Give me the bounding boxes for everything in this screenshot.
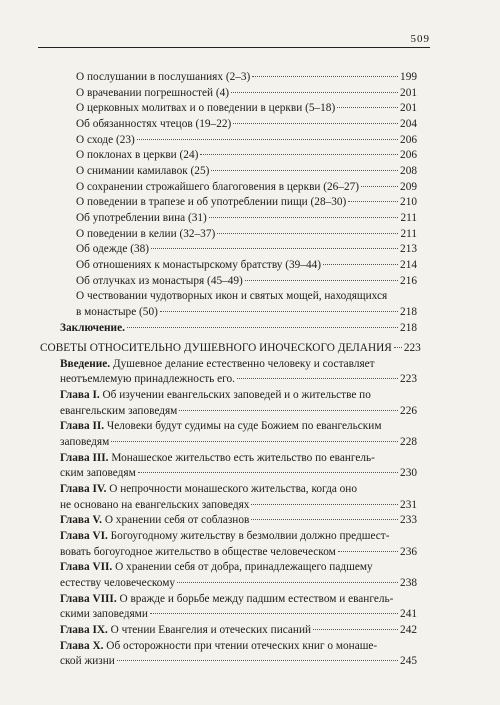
toc-entry-intro: [40, 357, 417, 388]
toc-entry-label: Глава IV.: [60, 483, 107, 496]
section-title-text: СОВЕТЫ ОТНОСИТЕЛЬНО ДУШЕВНОГО ИНОЧЕСКОГО ДЕЛАНИЯ: [40, 342, 392, 355]
header-rule: [38, 47, 430, 48]
toc-entry-label: Глава I.: [60, 389, 100, 402]
dot-leader: [237, 378, 398, 379]
dot-leader: [200, 154, 398, 155]
toc-entry: [40, 70, 417, 86]
dot-leader: [323, 264, 398, 265]
toc-entry-chapter: [40, 639, 417, 670]
toc-page-number: 230: [400, 467, 417, 480]
toc-entry-text: О врачевании погрешностей (4): [76, 86, 230, 99]
toc-entry: [40, 180, 417, 196]
toc-entry-text: О сохранении строжайшего благоговения в церкви (26–27): [76, 180, 360, 193]
toc-entry-last-line: [60, 404, 417, 420]
dot-leader: [251, 519, 398, 520]
table-of-contents: [40, 70, 421, 670]
toc-page-number: 231: [400, 498, 417, 511]
toc-entry-text: естеству человеческому: [60, 577, 176, 589]
toc-entry: [40, 211, 417, 227]
dot-leader: [150, 613, 398, 614]
toc-page-number: 218: [400, 321, 417, 334]
toc-entry-first-line: [60, 482, 417, 498]
toc-page-number: 245: [400, 655, 417, 668]
toc-entry-text: О поклонах в церкви (24): [76, 149, 199, 162]
toc-entry-first-line: [60, 623, 311, 639]
toc-entry-last-line: [60, 623, 417, 639]
toc-entry-text: вовать богоугодное жительство в обществе человеческом: [60, 545, 336, 558]
toc-entry-relics: [40, 289, 417, 320]
toc-entry: [40, 195, 417, 211]
dot-leader: [137, 139, 398, 140]
toc-entry-label: Глава X.: [60, 639, 104, 652]
toc-entry-last-line: [60, 435, 417, 451]
toc-entry-text: Монашеское жительство есть жительство по евангель-: [108, 451, 375, 464]
toc-entry-text: евангельским заповедям: [60, 404, 178, 417]
dot-leader: [361, 186, 398, 187]
toc-entry-first-line: [60, 560, 417, 576]
toc-entry-text: О хранении себя от добра, принадлежащего падшему: [112, 561, 373, 574]
toc-entry-text: неотъемлемую принадлежность его.: [60, 373, 235, 386]
toc-page-number: 241: [400, 608, 417, 621]
toc-entry-chapter: [40, 623, 417, 639]
toc-entry-text: О снимании камилавок (25): [76, 164, 210, 177]
toc-entry-text: скими заповедями: [60, 608, 148, 621]
toc-page-number: 214: [400, 258, 417, 271]
toc-page-number: 199: [400, 71, 417, 83]
toc-entry-label: Глава II.: [60, 420, 105, 433]
monastery-rules-list: [40, 70, 417, 289]
toc-page-number: 211: [400, 227, 417, 240]
toc-entry-label: Глава VI.: [60, 530, 108, 543]
toc-entry-text: Об осторожности при чтении отеческих книг о монаше-: [103, 639, 378, 652]
toc-page-number: 206: [400, 133, 417, 146]
toc-entry-text: в монастыре (50): [76, 305, 158, 318]
toc-entry: [40, 258, 417, 274]
toc-entry-last-line: [60, 545, 417, 561]
toc-entry-text: Заключение.: [60, 321, 125, 334]
toc-entry: [40, 148, 417, 164]
toc-page-number: 242: [400, 623, 417, 636]
toc-page-number: 236: [400, 545, 417, 558]
dot-leader: [252, 76, 398, 77]
toc-entry-last-line: [60, 607, 417, 623]
toc-page-number: 213: [400, 243, 417, 256]
toc-entry-text: Человеки будут судимы на суде Божием по евангельским: [104, 420, 382, 433]
toc-entry-label: Введение.: [60, 357, 111, 370]
toc-page-number: 216: [400, 274, 417, 287]
toc-entry-text: О чтении Евангелия и отеческих писаний: [107, 623, 312, 636]
toc-entry-text: Об обязанностях чтецов (19–22): [76, 117, 232, 130]
toc-entry-text: заповедям: [60, 436, 110, 449]
toc-entry-text: О непрочности монашеского жительства, когда оно: [106, 483, 358, 496]
toc-page-number: 201: [400, 102, 417, 115]
toc-page-number: 218: [400, 305, 417, 318]
page-number: 509: [410, 33, 430, 45]
toc-entry-text: ским заповедям: [60, 467, 136, 480]
toc-entry-chapter: [40, 560, 417, 591]
toc-entry-text: О сходе (23): [76, 133, 135, 146]
toc-section-title: [40, 341, 421, 357]
toc-entry-label: Глава VIII.: [60, 592, 117, 605]
toc-entry-first-line: [60, 419, 417, 435]
toc-entry: [40, 164, 417, 180]
toc-entry: [40, 117, 417, 133]
dot-leader: [138, 472, 398, 473]
toc-page-number: 201: [400, 86, 417, 99]
dot-leader: [217, 233, 398, 234]
dot-leader: [233, 123, 398, 124]
toc-page-number: 223: [403, 342, 421, 355]
toc-entry-chapter: [40, 388, 417, 419]
toc-page-number: 228: [400, 436, 417, 449]
dot-leader: [111, 441, 398, 442]
toc-entry-first-line: [60, 388, 417, 404]
dot-leader: [251, 504, 398, 505]
dot-leader: [245, 280, 398, 281]
toc-entry-text: Об отношениях к монастырскому братству (39–44): [76, 258, 322, 271]
dot-leader: [348, 201, 398, 202]
dot-leader: [179, 410, 398, 411]
toc-page-number: 211: [400, 211, 417, 224]
toc-entry-last-line: [60, 498, 417, 514]
toc-entry-text: О вражде и борьбе между падшим естеством и евангель-: [116, 592, 394, 605]
toc-entry-text: не основано на евангельских заповедях: [60, 498, 250, 511]
toc-entry-text: О чествовании чудотворных икон и святых мощей, находящихся: [76, 290, 388, 303]
toc-page-number: 209: [400, 180, 417, 193]
toc-entry-last-line: [60, 466, 417, 482]
toc-page-number: 223: [400, 373, 417, 386]
toc-entry: [40, 227, 417, 243]
dot-leader: [117, 660, 398, 661]
dot-leader: [160, 311, 398, 312]
dot-leader: [209, 217, 399, 218]
toc-entry-chapter: [40, 592, 417, 623]
toc-entry-text: О церковных молитвах и о поведении в церкви (5–18): [76, 102, 336, 115]
toc-page-number: 210: [400, 196, 417, 209]
toc-entry-text: Душевное делание естественно человеку и составляет: [110, 357, 375, 370]
toc-entry-text: Об употреблении вина (31): [76, 211, 207, 224]
toc-page-number: 233: [400, 514, 417, 527]
dot-leader: [394, 347, 402, 348]
toc-page-number: 204: [400, 117, 417, 130]
dot-leader: [231, 92, 398, 93]
toc-entry-text: Богоугодному жительству в безмолвии должно предшест-: [107, 530, 390, 543]
toc-entry-chapter: [40, 482, 417, 513]
toc-entry-label: Глава VII.: [60, 561, 113, 574]
dot-leader: [313, 629, 398, 630]
dot-leader: [151, 248, 398, 249]
toc-entry-text: О послушании в послушаниях (2–3): [76, 71, 251, 83]
chapter-list: [40, 388, 417, 670]
toc-entry-chapter: [40, 529, 417, 560]
toc-entry: [40, 274, 417, 290]
toc-entry-text: О поведении в келии (32–37): [76, 227, 216, 240]
toc-entry-first-line: [60, 639, 417, 655]
toc-page-number: 238: [400, 577, 417, 589]
dot-leader: [337, 107, 398, 108]
toc-entry-text: Об изучении евангельских заповедей и о жительстве по: [99, 389, 371, 402]
toc-entry-last-line: [60, 576, 417, 592]
toc-entry-conclusion: [40, 321, 417, 337]
toc-page-number: 206: [400, 149, 417, 162]
toc-entry-first-line: [60, 592, 417, 608]
toc-entry-text: О хранении себя от соблазнов: [102, 514, 250, 527]
toc-page-number: 208: [400, 164, 417, 177]
toc-entry-first-line: [60, 451, 417, 467]
toc-entry-last-line: [60, 513, 417, 529]
toc-entry-label: Глава V.: [60, 514, 102, 527]
toc-entry-first-line: [60, 529, 417, 545]
dot-leader: [127, 327, 398, 328]
toc-entry-first-line: [60, 513, 249, 529]
toc-entry-text: Об отлучках из монастыря (45–49): [76, 274, 243, 287]
dot-leader: [211, 170, 398, 171]
toc-entry-text: О поведении в трапезе и об употреблении пищи (28–30): [76, 196, 347, 209]
toc-entry-text: ской жизни: [60, 655, 115, 668]
toc-entry: [40, 86, 417, 102]
toc-entry-last-line: [60, 654, 417, 670]
toc-entry: [40, 242, 417, 258]
toc-entry-label: Глава III.: [60, 451, 109, 464]
dot-leader: [338, 551, 398, 552]
toc-page-number: 226: [400, 404, 417, 417]
toc-entry-text: Об одежде (38): [76, 243, 150, 256]
toc-entry-chapter: [40, 419, 417, 450]
toc-entry: [40, 101, 417, 117]
toc-entry-chapter: [40, 513, 417, 529]
dot-leader: [177, 582, 398, 583]
toc-entry: [40, 133, 417, 149]
toc-entry-label: Глава IX.: [60, 623, 108, 636]
toc-entry-chapter: [40, 451, 417, 482]
